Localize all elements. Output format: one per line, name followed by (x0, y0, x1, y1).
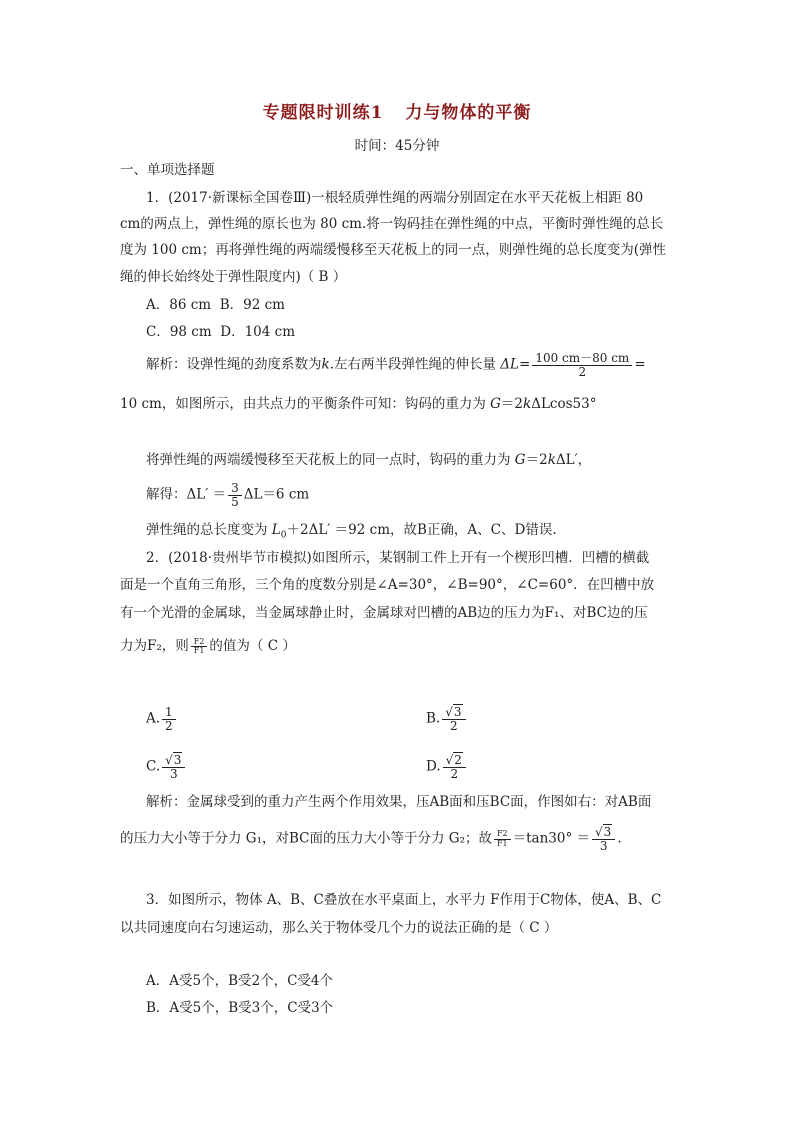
title-part-b: 力与物体的平衡 (405, 103, 532, 123)
q1-s5-l: L (271, 522, 281, 538)
q1-s5-end: ＋2ΔL′ ＝92 cm，故B正确，A、C、D错误. (286, 522, 557, 538)
q1-s2-text: 10 cm，如图所示，由共点力的平衡条件可知：钩码的重力为 (120, 396, 491, 412)
q1-s4-text: 解得：ΔL′ ＝ (146, 486, 227, 503)
q1-line-2: cm的两点上，弹性绳的原长也为 80 cm.将一钩码挂在弹性绳的中点，平衡时弹性绳的总长 (120, 216, 664, 232)
q2-opt-b-den: 2 (450, 718, 458, 733)
q1-solution-line-1 (146, 352, 646, 378)
q2-l4-num: F2 (191, 638, 208, 647)
q2-s2-den-2: 3 (599, 838, 608, 853)
q1-s3-eq: ＝2 (525, 452, 548, 468)
q2-opt-c-label: C. (146, 758, 161, 775)
q2-s2-num: F2 (494, 830, 511, 839)
q2-l4-end: 的值为（ C ） (209, 638, 296, 654)
q1-solution-line-5 (146, 520, 557, 546)
q2-line-2: 面是一个直角三角形，三个角的度数分别是∠A=30°，∠B=90°，∠C=60°．在凹槽中放 (120, 577, 655, 593)
q2-s2-mid: ＝tan30° ＝ (512, 830, 591, 847)
sqrt-icon: √ (445, 753, 454, 767)
q1-s5-sub: 0 (280, 530, 287, 541)
title-part-a: 专题限时训练1 (262, 103, 384, 123)
q2-line-1: 2．(2018·贵州毕节市模拟)如图所示，某钢制工件上开有一个楔形凹槽．凹槽的横截 (146, 550, 650, 566)
q1-s3-text: 将弹性绳的两端缓慢移至天花板上的同一点时，钩码的重力为 (146, 452, 515, 468)
q1-solution-line-2 (120, 394, 596, 414)
q2-opt-c-rad: 3 (173, 753, 182, 767)
q1-s3-dl: ΔL′ (555, 452, 578, 468)
q1-s1-text: 解析：设弹性绳的劲度系数为 (146, 356, 322, 373)
q2-opt-d-den: 2 (450, 766, 459, 781)
q2-opt-a-den: 2 (165, 718, 173, 733)
section-heading: 一、单项选择题 (120, 162, 215, 178)
q1-s1-num: 100 cm－80 cm (532, 352, 632, 366)
q2-s2-rad: 3 (603, 825, 612, 839)
q1-s1-mid: .左右两半段弹性绳的伸长量 (329, 356, 501, 373)
q1-s2-cos: cos53° (549, 396, 597, 412)
q2-s2-end: . (617, 830, 622, 847)
q1-option-a: A．86 cm (146, 297, 212, 313)
q2-opt-d-label: D. (426, 758, 441, 775)
q2-s2-den: F1 (496, 838, 508, 848)
q2-line-3: 有一个光滑的金属球，当金属球静止时，金属球对凹槽的AB边的压力为F₁、对BC边的压 (120, 605, 648, 621)
q1-s4-end: ΔL＝6 cm (243, 486, 310, 503)
q1-option-c: C．98 cm (146, 324, 212, 340)
q1-line-3: 度为 100 cm；再将弹性绳的两端缓慢移至天花板上的同一点，则弹性绳的总长度变为(弹性 (120, 242, 666, 258)
sqrt-icon: √ (445, 705, 453, 719)
q1-line-4: 绳的伸长始终处于弹性限度内)（ B ） (120, 269, 347, 285)
q2-opt-c-den: 3 (169, 766, 178, 781)
q2-option-a (146, 706, 178, 732)
q2-opt-d-num (443, 754, 466, 768)
q1-s3-end: ， (577, 452, 592, 468)
q2-s2-fraction (494, 830, 511, 848)
q1-s1-end: = (634, 356, 646, 373)
q2-l4-fraction (191, 638, 208, 656)
q2-l4-den: F1 (193, 646, 205, 655)
q2-opt-c-num (162, 754, 185, 768)
time-limit: 时间：45分钟 (354, 138, 440, 154)
q2-opt-c-fraction (162, 754, 185, 780)
q3-line-1: 3．如图所示，物体 A、B、C叠放在水平桌面上，水平力 F作用于C物体，使A、B、C (146, 892, 662, 908)
q1-option-b: B．92 cm (219, 297, 285, 313)
q2-opt-d-fraction (443, 754, 466, 780)
q1-s1-eq: = (519, 356, 531, 373)
q1-options-row-2 (146, 322, 295, 342)
sqrt-icon: √ (165, 753, 173, 767)
q2-option-d (426, 754, 468, 780)
q2-opt-b-fraction (442, 706, 465, 732)
q1-line-1: 1．(2017·新课标全国卷Ⅲ)一根轻质弹性绳的两端分别固定在水平天花板上相距 80 (146, 190, 644, 206)
q1-s1-k: k (321, 356, 330, 373)
q2-opt-d-rad: 2 (454, 753, 462, 767)
q1-s3-k: k (547, 452, 556, 468)
q2-line-4 (120, 636, 296, 656)
q1-solution-line-3 (146, 450, 591, 470)
q2-s2-num-2 (592, 826, 615, 840)
q2-opt-b-rad: 3 (453, 705, 462, 719)
q1-s1-dl: ΔL (500, 356, 519, 373)
q1-s5-text: 弹性绳的总长度变为 (146, 522, 272, 538)
q1-solution-line-4 (146, 482, 309, 508)
q2-opt-a-num: 1 (162, 706, 176, 720)
q2-solution-line-2 (120, 826, 622, 852)
q2-opt-b-num (442, 706, 465, 720)
q2-s2-fraction-2 (592, 826, 615, 852)
q1-s2-dl: ΔL (531, 396, 550, 412)
q2-l4-text: 力为F₂，则 (120, 638, 189, 654)
q1-s4-num: 3 (228, 482, 242, 496)
q1-s3-g: G (514, 452, 526, 468)
q1-s2-g: G (490, 396, 501, 412)
q2-option-b (426, 706, 468, 732)
q1-s4-fraction (228, 482, 242, 508)
q1-option-d: D．104 cm (220, 324, 296, 340)
q3-option-a: A．A受5个，B受2个，C受4个 (146, 973, 334, 989)
q3-line-2: 以共同速度向右匀速运动，那么关于物体受几个力的说法正确的是（ C ） (120, 920, 558, 936)
q1-s1-den: 2 (578, 364, 587, 379)
q2-opt-a-label: A. (146, 710, 161, 727)
q2-s2-text: 的压力大小等于分力 G₁，对BC面的压力大小等于分力 G₂；故 (120, 830, 492, 847)
q1-s1-fraction (532, 352, 632, 378)
q2-opt-a-fraction (162, 706, 176, 732)
q2-option-c (146, 754, 187, 780)
q1-s2-k: k (523, 396, 532, 412)
sqrt-icon: √ (595, 825, 603, 839)
q2-opt-b-label: B. (426, 710, 441, 727)
q1-options-row-1 (146, 295, 285, 315)
q2-solution-line-1: 解析：金属球受到的重力产生两个作用效果，压AB面和压BC面，作图如右：对AB面 (146, 794, 652, 810)
page-title (0, 98, 794, 123)
q1-s4-den: 5 (231, 494, 239, 509)
q3-option-b: B．A受5个，B受3个，C受3个 (146, 1000, 334, 1016)
q1-s2-eq: ＝2 (500, 396, 524, 412)
